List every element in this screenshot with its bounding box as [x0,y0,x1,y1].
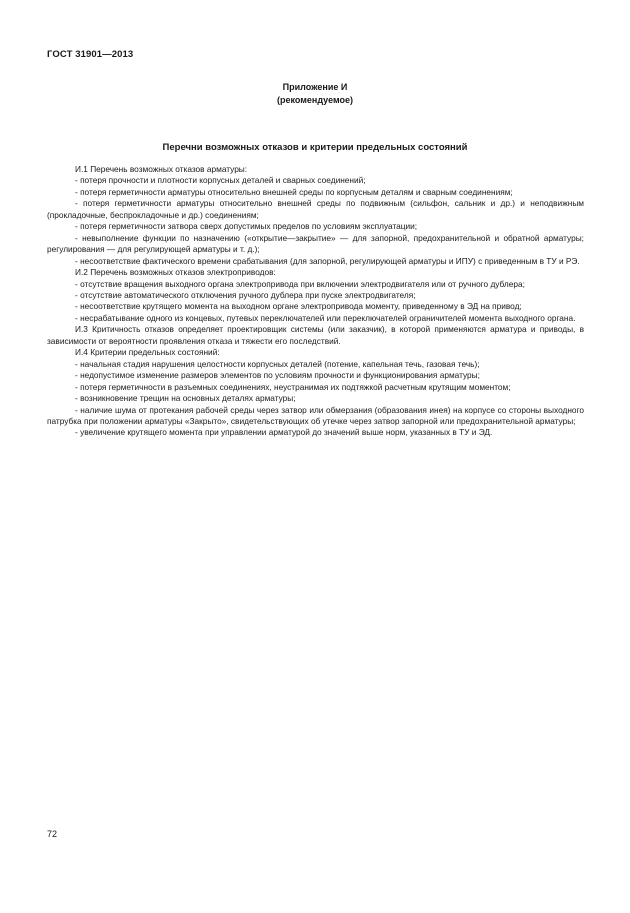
appendix-label: Приложение И [282,82,348,92]
paragraph: - потеря герметичности затвора сверх допустимых пределов по условиям эксплуатации; [75,221,418,232]
body-text [47,164,584,439]
paragraph: И.2 Перечень возможных отказов электроприводов: [75,267,276,278]
paragraph: - отсутствие вращения выходного органа электропривода при включении электродвигателя или от ручного дублера; [75,278,525,289]
paragraph: - начальная стадия нарушения целостности корпусных деталей (потение, капельная течь, газовая течь); [75,358,480,369]
appendix-status: (рекомендуемое) [277,95,353,105]
paragraph: - несоответствие крутящего момента на выходном органе электропривода моменту, приведенному в ЭД на привод; [75,301,522,312]
page-number: 72 [47,829,58,839]
paragraph: - потеря герметичности арматуры относительно внешней среды по подвижным (сильфон, сальник и др.) и неподвижным (прокладочные, беспрокладочные и др.) соединениям; [47,198,584,220]
paragraph: - потеря прочности и плотности корпусных деталей и сварных соединений; [75,175,366,186]
paragraph: - несоответствие фактического времени срабатывания (для запорной, регулирующей арматуры и ИПУ) с приведенным в ТУ и РЭ. [75,255,580,266]
paragraph: И.4 Критерии предельных состояний: [75,347,220,358]
paragraph: - невыполнение функции по назначению («открытие—закрытие» — для запорной, предохранительной и обратной арматуры; регулирования — для регулирующей арматуры и т. д.); [47,232,584,255]
paragraph: - увеличение крутящего момента при управлении арматурой до значений выше норм, указанных в ТУ и ЭД. [75,427,493,438]
document-header: ГОСТ 31901—2013 [47,49,134,60]
paragraph: И.3 Критичность отказов определяет проектировщик системы (или заказчик), в которой применяются арматура и приводы, в зависимости от вероятности проявления отказа и тяжести его последствий. [47,324,584,346]
paragraph: И.1 Перечень возможных отказов арматуры: [75,164,248,174]
paragraph: - потеря герметичности арматуры относительно внешней среды по корпусным деталям и сварным соединениям; [75,186,513,197]
paragraph: - возникновение трещин на основных деталях арматуры; [75,393,296,404]
paragraph: - наличие шума от протекания рабочей среды через затвор или обмерзания (образования инея) на корпусе со стороны выходного патрубка при положении арматуры «Закрыто», свидетельствующих об утечке через затвор запорной или предохранительной арматуры; [47,404,584,426]
section-title: Перечни возможных отказов и критерии предельных состояний [162,142,468,153]
paragraph: - отсутствие автоматического отключения ручного дублера при пуске электродвигателя; [75,289,416,300]
paragraph: - недопустимое изменение размеров элементов по условиям прочности и функционирования арматуры; [75,370,480,381]
paragraph: - несрабатывание одного из концевых, путевых переключателей или переключателей ограничителей момента выходного органа. [75,312,576,323]
paragraph: - потеря герметичности в разъемных соединениях, неустранимая их подтяжкой расчетным крутящим моментом; [75,381,511,392]
